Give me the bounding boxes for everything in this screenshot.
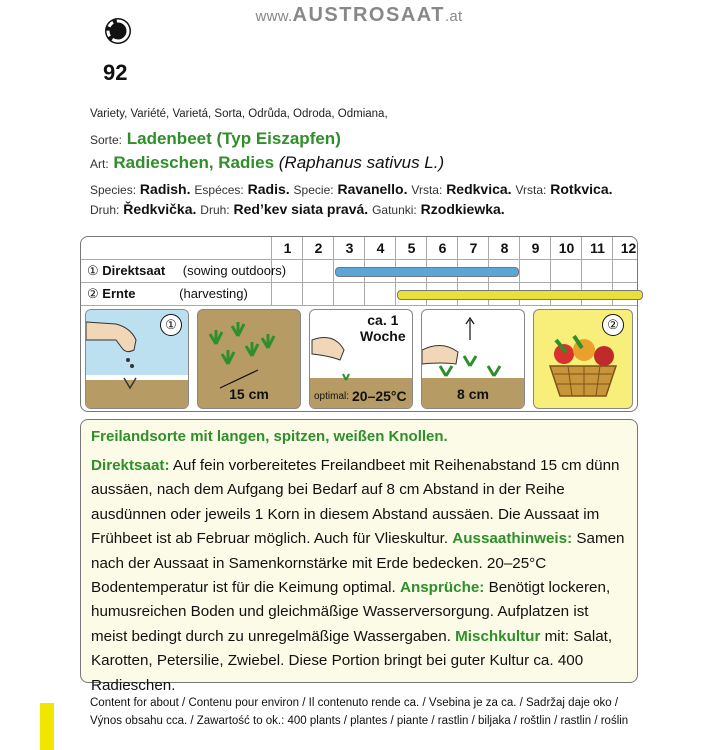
sorte-line: Sorte: Ladenbeet (Typ Eiszapfen) <box>90 129 341 148</box>
packet-number: 92 <box>103 60 128 85</box>
month-8: 8 <box>488 237 520 305</box>
footer-line-2: Výnos obsahu cca. / Zawartość to ok.: 400 plants / plantes / piante / rastlin / biljaka / roštlin / rastlin / roślin <box>90 715 629 727</box>
description-body: Direktsaat: Auf fein vorbereitetes Freilandbeet mit Reihenabstand 15 cm dünn aussäen, nach dem Aufgang bei Bedarf auf 8 cm Abstand in der Reihe ausdünnen oder jeweils 1 Korn in diesem Abstand aussäen. Die Aussaat im Frühbeet ist ab Februar möglich. Auch für Vlieskultur. Aussaathinweis: Samen nach der Aussaat in Samenkornstärke mit Erde bedecken. 20–25°C Bodentemperatur ist für die Keimung optimal. Ansprüche: Benötigt lockeren, humusreichen Boden und gleichmäßige Wasserversorgung. Aufplatzen ist meist bedingt durch zu unregelmäßige Wassergaben. Mischkultur mit: Salat, Karotten, Petersilie, Zwiebel. Diese Portion bringt bei guter Kultur ca. 400 Radieschen. <box>91 457 625 694</box>
yellow-marker <box>40 703 54 750</box>
panel-germination: ca. 1 Woche optimal: 20–25°C <box>309 309 413 409</box>
art-line: Art: Radieschen, Radies (Raphanus sativus L.) <box>90 153 445 172</box>
panel-row-spacing: 15 cm <box>197 309 301 409</box>
month-3: 3 <box>333 237 365 305</box>
panel-harvest: ② <box>533 309 633 409</box>
sowing-calendar <box>80 236 638 412</box>
month-5: 5 <box>395 237 427 305</box>
website-url: www.AUSTROSAAT.at <box>255 4 463 26</box>
species-line: Species: Radish. Espéces: Radis. Specie: Ravanello. Vrsta: Redkvica. Vrsta: Rotkvica. <box>90 181 613 197</box>
green-dot-icon <box>103 16 133 46</box>
month-4: 4 <box>364 237 396 305</box>
month-9: 9 <box>519 237 551 305</box>
variety-label: Variety, Variété, Varietá, Sorta, Odrůda, Odroda, Odmiana, <box>90 108 388 120</box>
footer-line-1: Content for about / Contenu pour environ / Il contenuto rende ca. / Vsebina je za ca. / Sadržaj daje oko / <box>90 697 619 709</box>
month-11: 11 <box>581 237 613 305</box>
panel-sowing: ① <box>85 309 189 409</box>
month-7: 7 <box>457 237 489 305</box>
description-box <box>80 419 638 694</box>
month-6: 6 <box>426 237 458 305</box>
month-10: 10 <box>550 237 582 305</box>
month-1: 1 <box>271 237 303 305</box>
species-line-2: Druh: Ředkvička. Druh: Red’kev siata pravá. Gatunki: Rzodkiewka. <box>90 201 505 217</box>
season-bar-2 <box>397 290 643 300</box>
panel-thinning: 8 cm <box>421 309 525 409</box>
season-bar-1 <box>335 267 519 277</box>
month-2: 2 <box>302 237 334 305</box>
sorte-value: Ladenbeet (Typ Eiszapfen) <box>126 129 341 148</box>
row-direktsaat: ① Direktsaat (sowing outdoors) <box>87 263 287 278</box>
description-title: Freilandsorte mit langen, spitzen, weißen Knollen. <box>91 428 448 445</box>
row-ernte: ② Ernte (harvesting) <box>87 286 248 301</box>
month-12: 12 <box>612 237 644 305</box>
